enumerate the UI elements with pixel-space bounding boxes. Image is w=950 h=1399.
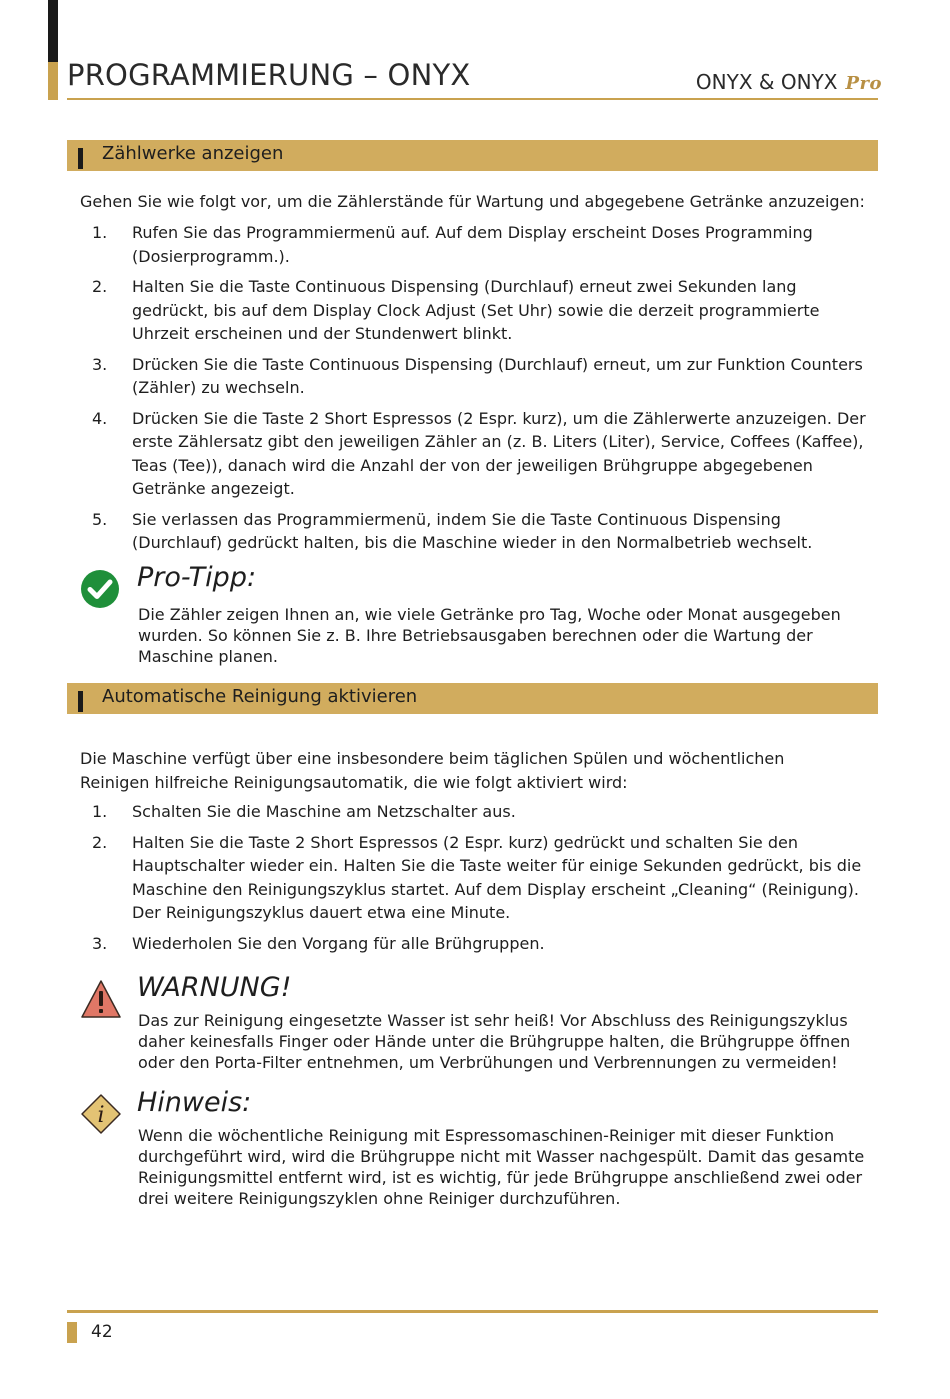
section-heading-text: Zählwerke anzeigen: [102, 143, 284, 164]
list-item: 1. Rufen Sie das Programmiermenü auf. Auf dem Display erscheint Doses Programming (Dosierprogramm.).: [92, 223, 813, 266]
brand-label: [696, 70, 882, 94]
header-accent-gold: [48, 62, 58, 100]
warning-triangle-icon: [80, 979, 122, 1019]
section-heading-text: Automatische Reinigung aktivieren: [102, 686, 418, 707]
section1-steps: [80, 221, 872, 562]
list-item: 3. Drücken Sie die Taste Continuous Dispensing (Durchlauf) erneut, um zur Funktion Counters (Zähler) zu wechseln.: [92, 354, 863, 397]
header-accent-black: [48, 0, 58, 62]
page-title: PROGRAMMIERUNG – ONYX: [67, 58, 471, 92]
info-diamond-icon: [80, 1093, 122, 1135]
check-circle-icon: [80, 569, 120, 609]
note-body: Wenn die wöchentliche Reinigung mit Espressomaschinen-Reiniger mit dieser Funktion durchgeführt wird, wird die Brühgruppe nicht mit Wasser nachgespült. Damit das gesamte Reinigungsmittel entfernt wird, ist es wichtig, für jede Brühgruppe anschließend zwei oder drei weitere Reinigungszyklen ohne Reiniger durchzuführen.: [138, 1126, 865, 1208]
section2-steps: [80, 800, 872, 962]
page-number: 42: [91, 1322, 113, 1342]
header-rule: [67, 98, 878, 100]
warning-body: Das zur Reinigung eingesetzte Wasser ist sehr heiß! Vor Abschluss des Reinigungszyklus daher keinesfalls Finger oder Hände unter die Brühgruppe halten, die Brühgruppe öffnen oder den Porta-Filter entnehmen, um Verbrühungen und Verbrennungen zu vermeiden!: [138, 1011, 851, 1072]
list-item: 3. Wiederholen Sie den Vorgang für alle Brühgruppen.: [92, 933, 545, 953]
list-item: 1. Schalten Sie die Maschine am Netzschalter aus.: [92, 802, 516, 821]
section-marker: [78, 691, 83, 712]
footer-rule: [67, 1310, 878, 1313]
section-heading-counters: [67, 140, 878, 171]
list-item: 5. Sie verlassen das Programmiermenü, indem Sie die Taste Continuous Dispensing (Durchlauf) gedrückt halten, bis die Maschine wieder in den Normalbetrieb wechselt.: [92, 509, 813, 552]
list-item: 2. Halten Sie die Taste Continuous Dispensing (Durchlauf) erneut zwei Sekunden lang gedrückt, bis auf dem Display Clock Adjust (Set Uhr) sowie die derzeit programmierte Uhrzeit erscheinen und der Stundenwert blinkt.: [92, 277, 820, 343]
list-item: 4. Drücken Sie die Taste 2 Short Espressos (2 Espr. kurz), um die Zählerwerte anzuzeigen. Der erste Zählersatz gibt den jeweiligen Zähler an (z. B. Liters (Liter), Service, Coffees (Kaffee), Teas (Tee)), danach wird die Anzahl der von der jeweiligen Brühgruppe abgegebenen Getränke angezeigt.: [92, 408, 866, 498]
list-item: 2. Halten Sie die Taste 2 Short Espressos (2 Espr. kurz) gedrückt und schalten Sie den Hauptschalter wieder ein. Halten Sie die Taste weiter für einige Sekunden gedrückt, bis die Maschine den Reinigungszyklus startet. Auf dem Display erscheint „Cleaning“ (Reinigung). Der Reinigungszyklus dauert etwa eine Minute.: [92, 832, 862, 922]
section-marker: [78, 148, 83, 169]
brand-pro-logo: Pro: [845, 73, 882, 94]
tip-title: Pro-Tipp:: [137, 562, 257, 593]
brand-text: ONYX & ONYX: [695, 70, 838, 94]
warning-title: WARNUNG!: [137, 972, 292, 1003]
tip-body: Die Zähler zeigen Ihnen an, wie viele Getränke pro Tag, Woche oder Monat ausgegeben wurden. So können Sie z. B. Ihre Betriebsausgaben berechnen oder die Wartung der Maschine planen.: [138, 605, 841, 666]
footer-marker: [67, 1322, 77, 1343]
section-heading-cleaning: [67, 683, 878, 714]
section1-intro: Gehen Sie wie folgt vor, um die Zählerstände für Wartung und abgegebene Getränke anzuzeigen:: [80, 192, 865, 211]
section2-intro: Die Maschine verfügt über eine insbesondere beim täglichen Spülen und wöchentlichen Reinigen hilfreiche Reinigungsautomatik, die wie folgt aktiviert wird:: [80, 749, 785, 792]
svg-text:i: i: [97, 1103, 105, 1128]
note-title: Hinweis:: [137, 1087, 252, 1118]
